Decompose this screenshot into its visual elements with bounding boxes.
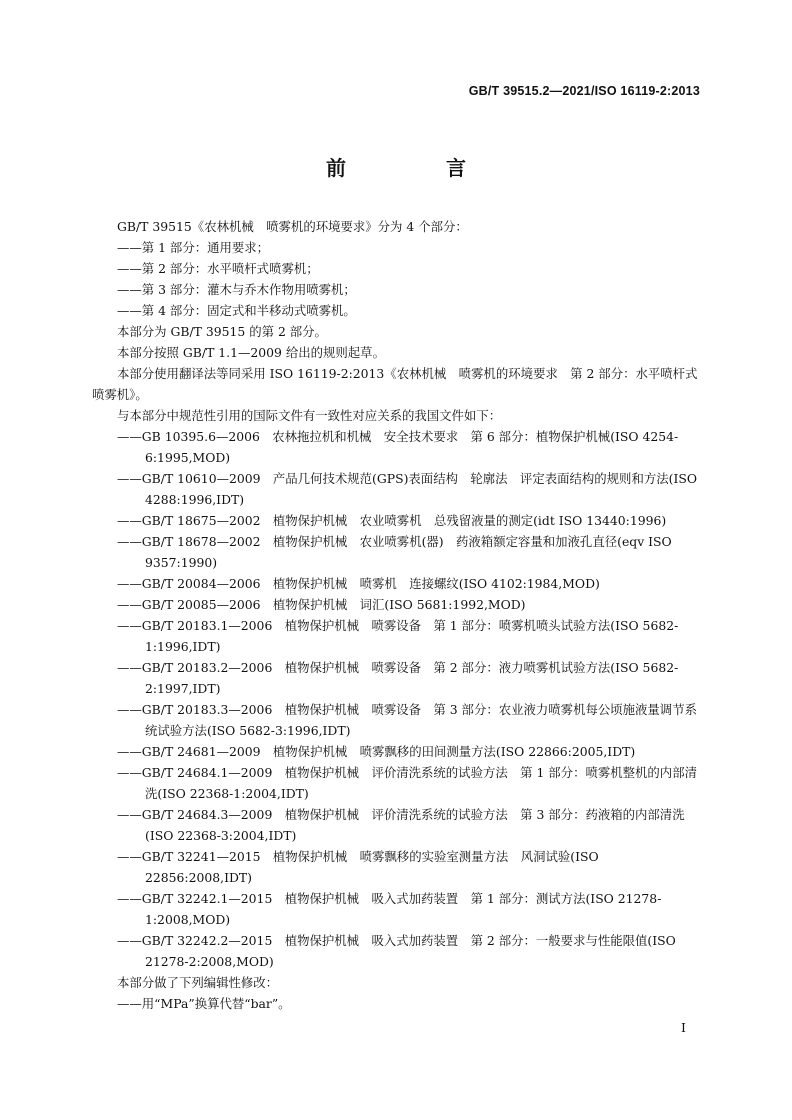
reference-item: ——GB/T 20183.3—2006 植物保护机械 喷雾设备 第 3 部分：农业液力喷雾机每公顷施液量调节系统试验方法(ISO 5682-3:1996,IDT) <box>117 702 697 738</box>
reference-item: ——GB/T 32242.2—2015 植物保护机械 吸入式加药装置 第 2 部分：一般要求与性能限值(ISO 21278-2:2008,MOD) <box>117 933 676 969</box>
reference-item: ——GB/T 32242.1—2015 植物保护机械 吸入式加药装置 第 1 部分：测试方法(ISO 21278-1:2008,MOD) <box>117 891 662 927</box>
reference-item: ——GB/T 20183.1—2006 植物保护机械 喷雾设备 第 1 部分：喷雾机喷头试验方法(ISO 5682-1:1996,IDT) <box>117 618 679 654</box>
reference-item: ——GB/T 32241—2015 植物保护机械 喷雾飘移的实验室测量方法 风洞试验(ISO 22856:2008,IDT) <box>117 849 599 885</box>
reference-item: ——GB/T 20084—2006 植物保护机械 喷雾机 连接螺纹(ISO 4102:1984,MOD) <box>117 576 600 591</box>
part-list-item-1: ——第 1 部分：通用要求； <box>117 240 270 255</box>
reference-item: ——GB/T 20085—2006 植物保护机械 词汇(ISO 5681:1992,MOD) <box>117 597 526 612</box>
reference-item: ——GB/T 18675—2002 植物保护机械 农业喷雾机 总残留液量的测定(idt ISO 13440:1996) <box>117 513 667 528</box>
reference-item: ——GB/T 20183.2—2006 植物保护机械 喷雾设备 第 2 部分：液力喷雾机试验方法(ISO 5682-2:1997,IDT) <box>117 660 679 696</box>
document-number-header: GB/T 39515.2—2021/ISO 16119-2:2013 <box>468 84 700 98</box>
part-list-item-3: ——第 3 部分：灌木与乔木作物用喷雾机； <box>117 282 356 297</box>
editorial-change-item: ——用“MPa”换算代替“bar”。 <box>117 996 291 1011</box>
reference-item: ——GB/T 10610—2009 产品几何技术规范(GPS)表面结构 轮廓法 评定表面结构的规则和方法(ISO 4288:1996,IDT) <box>117 471 697 507</box>
reference-item: ——GB 10395.6—2006 农林拖拉机和机械 安全技术要求 第 6 部分：植物保护机械(ISO 4254-6:1995,MOD) <box>117 429 679 465</box>
intro-paragraph: GB/T 39515《农林机械 喷雾机的环境要求》分为 4 个部分： <box>117 219 468 234</box>
reference-item: ——GB/T 18678—2002 植物保护机械 农业喷雾机(器) 药液箱额定容量和加液孔直径(eqv ISO 9357:1990) <box>117 534 672 570</box>
reference-item: ——GB/T 24684.1—2009 植物保护机械 评价清洗系统的试验方法 第 1 部分：喷雾机整机的内部清洗(ISO 22368-1:2004,IDT) <box>117 765 697 801</box>
drafting-rules-paragraph: 本部分按照 GB/T 1.1—2009 给出的规则起草。 <box>117 345 385 360</box>
editorial-changes-paragraph: 本部分做了下列编辑性修改： <box>117 975 279 990</box>
correspondence-paragraph: 与本部分中规范性引用的国际文件有一致性对应关系的我国文件如下： <box>117 408 502 423</box>
foreword-body <box>92 216 704 1014</box>
part-of-paragraph: 本部分为 GB/T 39515 的第 2 部分。 <box>117 324 327 339</box>
part-list-item-4: ——第 4 部分：固定式和半移动式喷雾机。 <box>117 303 356 318</box>
page-number: I <box>681 1020 686 1035</box>
reference-item: ——GB/T 24684.3—2009 植物保护机械 评价清洗系统的试验方法 第 3 部分：药液箱的内部清洗(ISO 22368-3:2004,IDT) <box>117 807 685 843</box>
page-title: 前 言 <box>326 156 506 180</box>
translation-method-paragraph: 本部分使用翻译法等同采用 ISO 16119-2:2013《农林机械 喷雾机的环境要求 第 2 部分：水平喷杆式喷雾机》。 <box>92 366 698 402</box>
reference-item: ——GB/T 24681—2009 植物保护机械 喷雾飘移的田间测量方法(ISO 22866:2005,IDT) <box>117 744 636 759</box>
part-list-item-2: ——第 2 部分：水平喷杆式喷雾机； <box>117 261 319 276</box>
